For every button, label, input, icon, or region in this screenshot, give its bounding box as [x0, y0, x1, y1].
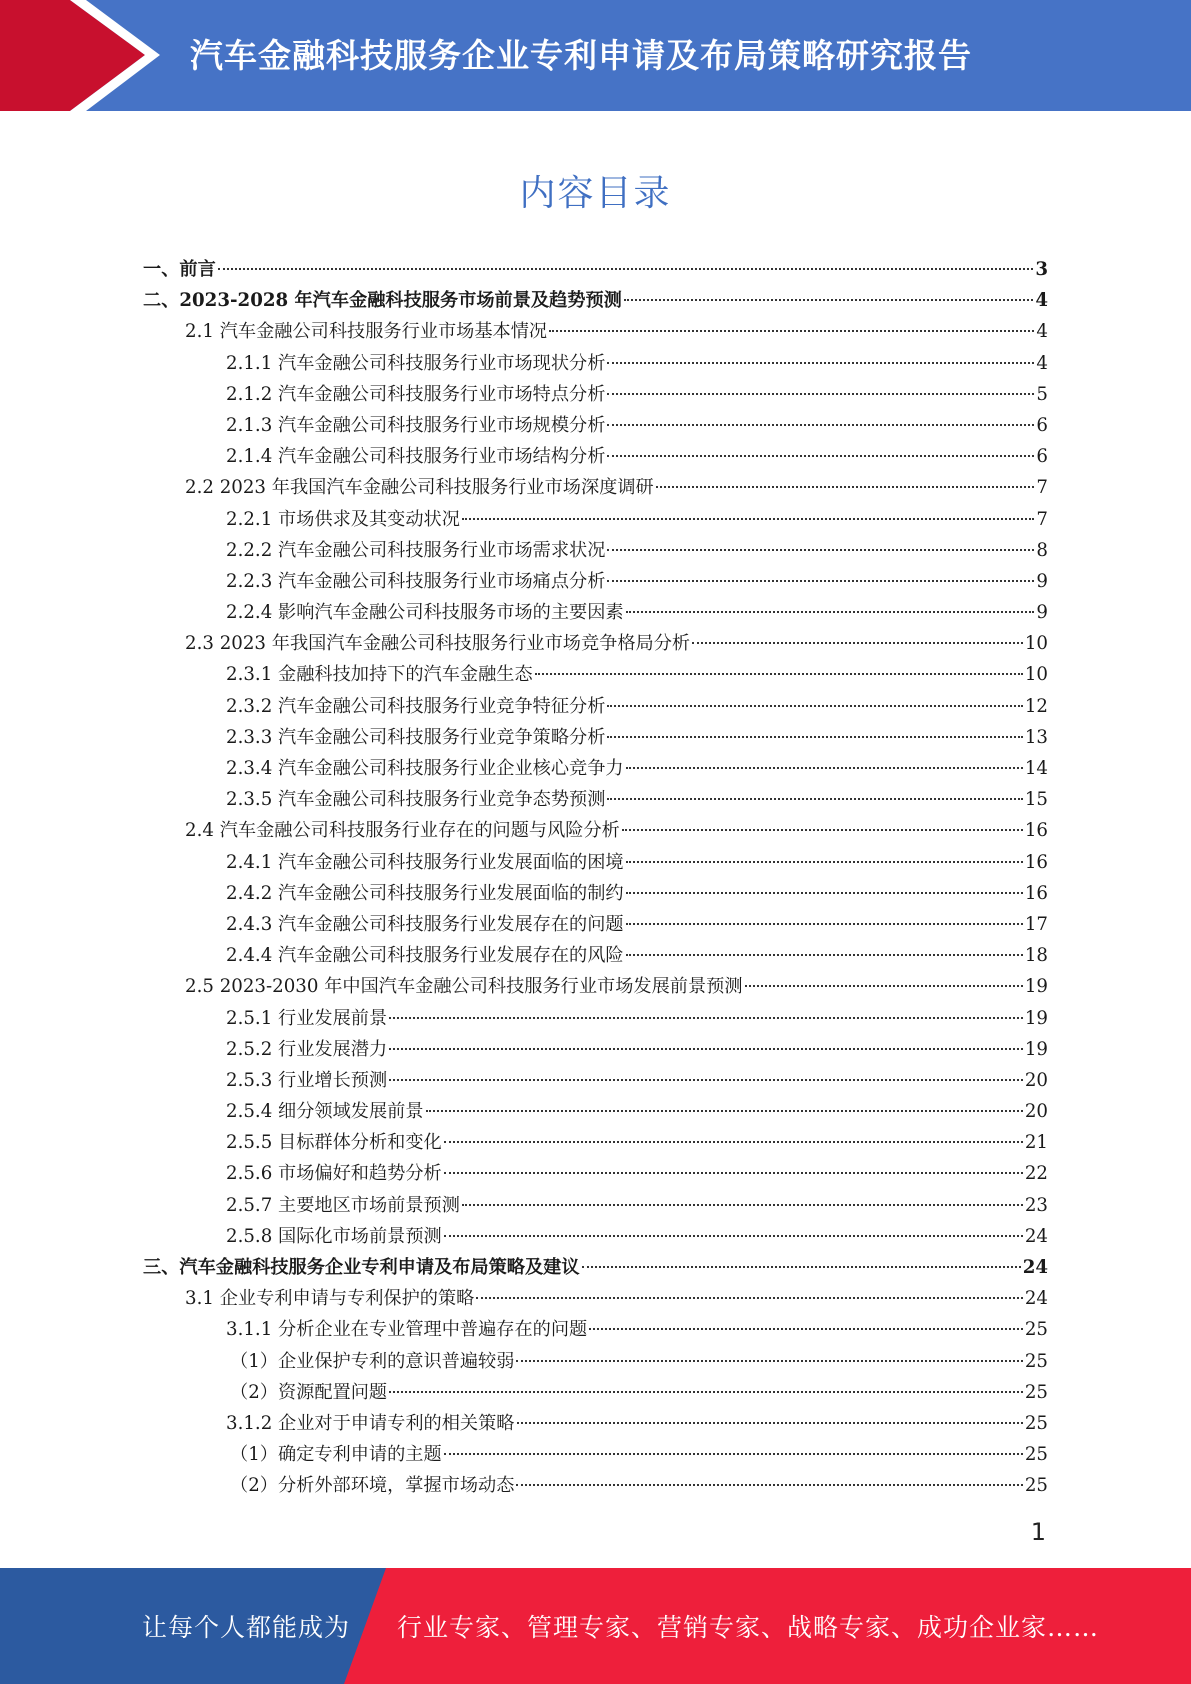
toc-entry[interactable] — [143, 909, 1048, 940]
toc-entry[interactable] — [143, 348, 1048, 379]
toc-entry-page: 20 — [1024, 1101, 1048, 1123]
toc-entry-title: （1）企业保护专利的意识普遍较弱 — [230, 1350, 515, 1372]
toc-entry-page: 23 — [1024, 1194, 1048, 1216]
toc-entry[interactable] — [143, 1127, 1048, 1158]
toc-entry[interactable] — [143, 753, 1048, 784]
toc-entry[interactable] — [143, 847, 1048, 878]
toc-entry-page: 24 — [1024, 1288, 1048, 1310]
footer-slogan-left: 让每个人都能成为 — [142, 1613, 351, 1642]
toc-entry-title: 2.4.1 汽车金融公司科技服务行业发展面临的困境 — [226, 851, 624, 873]
toc-entry-page: 15 — [1024, 789, 1048, 811]
toc-entry[interactable] — [143, 659, 1048, 690]
toc-entry-title: 2.1.4 汽车金融公司科技服务行业市场结构分析 — [226, 446, 606, 468]
toc-entry-title: 2.4.4 汽车金融公司科技服务行业发展存在的风险 — [226, 945, 624, 967]
toc-entry[interactable] — [143, 1408, 1048, 1439]
page-title: 内容目录 — [519, 173, 672, 214]
toc-entry-title: 2.5.5 目标群体分析和变化 — [226, 1132, 442, 1154]
toc-entry-title: 2.3.3 汽车金融公司科技服务行业竞争策略分析 — [226, 726, 606, 748]
toc-entry[interactable] — [143, 254, 1048, 285]
toc-entry[interactable] — [143, 1439, 1048, 1470]
toc-leader-dots — [535, 673, 1023, 675]
toc-leader-dots — [745, 985, 1023, 987]
toc-entry-page: 5 — [1036, 383, 1048, 405]
toc-leader-dots — [607, 455, 1034, 457]
toc-leader-dots — [589, 1328, 1023, 1330]
toc-entry[interactable] — [143, 722, 1048, 753]
toc-entry-page: 13 — [1024, 726, 1048, 748]
toc-entry[interactable] — [143, 1096, 1048, 1127]
toc-leader-dots — [389, 1391, 1023, 1393]
toc-entry-title: 2.5.2 行业发展潜力 — [226, 1038, 388, 1060]
toc-leader-dots — [622, 829, 1023, 831]
toc-entry[interactable] — [143, 1346, 1048, 1377]
header-red-arrow — [0, 0, 145, 111]
toc-leader-dots — [656, 486, 1034, 488]
toc-leader-dots — [218, 268, 1034, 270]
toc-entry[interactable] — [143, 971, 1048, 1002]
toc-entry-title: 2.2 2023 年我国汽车金融公司科技服务行业市场深度调研 — [185, 477, 654, 499]
toc-leader-dots — [517, 1422, 1023, 1424]
toc-entry-page: 10 — [1024, 633, 1048, 655]
toc-entry-title: 3.1.1 分析企业在专业管理中普遍存在的问题 — [226, 1319, 588, 1341]
toc-entry-page: 25 — [1024, 1475, 1048, 1497]
toc-entry-page: 3 — [1035, 259, 1048, 280]
toc-leader-dots — [607, 736, 1022, 738]
toc-entry-title: 2.4.2 汽车金融公司科技服务行业发展面临的制约 — [226, 882, 624, 904]
toc-entry-title: 2.5.3 行业增长预测 — [226, 1069, 388, 1091]
toc-leader-dots — [626, 767, 1023, 769]
toc-entry[interactable] — [143, 1158, 1048, 1189]
toc-entry-title: 2.2.2 汽车金融公司科技服务行业市场需求状况 — [226, 539, 606, 561]
toc-entry-page: 25 — [1024, 1444, 1048, 1466]
toc-entry[interactable] — [143, 1190, 1048, 1221]
toc-entry[interactable] — [143, 566, 1048, 597]
toc-leader-dots — [626, 954, 1023, 956]
toc-entry-page: 4 — [1035, 290, 1048, 312]
toc-entry-title: 2.1.1 汽车金融公司科技服务行业市场现状分析 — [226, 352, 606, 374]
toc-entry-title: 2.1.3 汽车金融公司科技服务行业市场规模分析 — [226, 414, 606, 436]
toc-leader-dots — [444, 1172, 1023, 1174]
toc-entry-page: 19 — [1024, 1038, 1048, 1060]
toc-leader-dots — [426, 1110, 1023, 1112]
toc-entry[interactable] — [143, 504, 1048, 535]
toc-entry[interactable] — [143, 940, 1048, 971]
toc-entry-page: 10 — [1024, 664, 1048, 686]
toc-entry[interactable] — [143, 1377, 1048, 1408]
toc-entry-title: 三、汽车金融科技服务企业专利申请及布局策略及建议 — [143, 1257, 580, 1278]
toc-entry-page: 4 — [1036, 352, 1048, 374]
toc-entry-page: 12 — [1024, 695, 1048, 717]
toc-entry[interactable] — [143, 1003, 1048, 1034]
toc-leader-dots — [462, 518, 1034, 520]
toc-leader-dots — [607, 393, 1034, 395]
toc-entry-page: 18 — [1024, 945, 1048, 967]
toc-leader-dots — [389, 1079, 1023, 1081]
toc-leader-dots — [607, 580, 1034, 582]
toc-entry[interactable] — [143, 1283, 1048, 1314]
header-banner — [0, 0, 1191, 111]
toc-entry[interactable] — [143, 784, 1048, 815]
toc-leader-dots — [516, 1484, 1022, 1486]
toc-entry-page: 7 — [1036, 477, 1048, 499]
toc-leader-dots — [626, 611, 1034, 613]
toc-leader-dots — [549, 330, 1034, 332]
toc-entry-title: 2.3.5 汽车金融公司科技服务行业竞争态势预测 — [226, 789, 606, 811]
toc-entry-title: （2）资源配置问题 — [230, 1381, 388, 1403]
toc-entry-page: 8 — [1036, 539, 1048, 561]
toc-entry-page: 7 — [1036, 508, 1048, 530]
toc-leader-dots — [692, 642, 1023, 644]
toc-entry-title: 2.2.3 汽车金融公司科技服务行业市场痛点分析 — [226, 570, 606, 592]
toc-entry[interactable] — [143, 878, 1048, 909]
toc-leader-dots — [389, 1048, 1023, 1050]
toc-entry-title: （1）确定专利申请的主题 — [230, 1444, 442, 1466]
toc-entry[interactable] — [143, 535, 1048, 566]
toc-entry-title: 2.3.4 汽车金融公司科技服务行业企业核心竞争力 — [226, 758, 624, 779]
toc-leader-dots — [444, 1235, 1023, 1237]
page-number: 1 — [1030, 1518, 1046, 1546]
toc-entry[interactable] — [143, 1221, 1048, 1252]
toc-leader-dots — [626, 892, 1023, 894]
toc-entry-page: 4 — [1036, 321, 1048, 343]
toc-entry-title: 2.5.6 市场偏好和趋势分析 — [226, 1163, 442, 1185]
toc-entry-page: 16 — [1024, 851, 1048, 873]
toc-entry-title: 2.3.2 汽车金融公司科技服务行业竞争特征分析 — [226, 695, 606, 717]
toc-entry-page: 16 — [1024, 820, 1048, 842]
toc-leader-dots — [624, 299, 1033, 301]
toc-entry-title: 2.1 汽车金融公司科技服务行业市场基本情况 — [185, 321, 548, 343]
toc-entry[interactable] — [143, 410, 1048, 441]
toc-entry[interactable] — [143, 285, 1048, 316]
toc-entry[interactable] — [143, 1470, 1048, 1501]
toc-entry-page: 9 — [1036, 602, 1048, 624]
toc-leader-dots — [607, 798, 1022, 800]
footer-slogan-right: 行业专家、管理专家、营销专家、战略专家、成功企业家…… — [397, 1613, 1100, 1642]
toc-entry-title: 3.1.2 企业对于申请专利的相关策略 — [226, 1412, 515, 1434]
toc-entry-title: 2.5.7 主要地区市场前景预测 — [226, 1194, 460, 1216]
toc-entry-title: 3.1 企业专利申请与专利保护的策略 — [185, 1288, 475, 1310]
toc-entry-page: 21 — [1024, 1132, 1048, 1154]
toc-leader-dots — [607, 424, 1034, 426]
toc-entry[interactable] — [143, 1252, 1048, 1283]
toc-leader-dots — [582, 1266, 1021, 1268]
toc-entry[interactable] — [143, 597, 1048, 628]
toc-entry-page: 6 — [1036, 414, 1048, 436]
toc-leader-dots — [444, 1141, 1023, 1143]
toc-entry-title: 2.5.8 国际化市场前景预测 — [226, 1225, 442, 1247]
toc-entry-page: 19 — [1024, 976, 1048, 998]
toc-entry-title: 2.4.3 汽车金融公司科技服务行业发展存在的问题 — [226, 913, 624, 935]
toc-entry[interactable] — [143, 691, 1048, 722]
toc-leader-dots — [516, 1360, 1022, 1362]
toc-entry-title: 2.3 2023 年我国汽车金融公司科技服务行业市场竞争格局分析 — [185, 633, 691, 655]
toc-leader-dots — [626, 861, 1023, 863]
toc-entry-page: 14 — [1024, 758, 1048, 779]
toc-entry-page: 19 — [1024, 1007, 1048, 1029]
toc-entry-title: 2.2.1 市场供求及其变动状况 — [226, 508, 460, 530]
toc-leader-dots — [476, 1297, 1023, 1299]
toc-entry[interactable] — [143, 1065, 1048, 1096]
toc-entry-page: 25 — [1024, 1350, 1048, 1372]
toc-entry[interactable] — [143, 441, 1048, 472]
toc-leader-dots — [607, 705, 1022, 707]
toc-entry-title: 2.2.4 影响汽车金融公司科技服务市场的主要因素 — [226, 602, 624, 624]
footer-banner — [0, 1568, 1191, 1684]
toc-entry-title: 二、2023-2028 年汽车金融科技服务市场前景及趋势预测 — [143, 290, 622, 312]
toc-entry-page: 16 — [1024, 882, 1048, 904]
toc-entry[interactable] — [143, 628, 1048, 659]
toc-entry[interactable] — [143, 1314, 1048, 1345]
toc-leader-dots — [607, 549, 1034, 551]
toc-entry-page: 25 — [1024, 1319, 1048, 1341]
toc-entry-title: （2）分析外部环境，掌握市场动态 — [230, 1475, 515, 1497]
toc-leader-dots — [462, 1204, 1023, 1206]
toc-entry[interactable] — [143, 1034, 1048, 1065]
toc-entry-page: 24 — [1024, 1225, 1048, 1247]
toc-entry-page: 6 — [1036, 446, 1048, 468]
toc-entry[interactable] — [143, 379, 1048, 410]
toc-leader-dots — [389, 1017, 1023, 1019]
toc-entry-title: 一、前言 — [143, 259, 216, 280]
toc-entry-page: 22 — [1024, 1163, 1048, 1185]
toc-leader-dots — [607, 362, 1034, 364]
toc-entry-page: 25 — [1024, 1412, 1048, 1434]
toc-entry-page: 24 — [1022, 1257, 1048, 1278]
toc-entry-page: 20 — [1024, 1069, 1048, 1091]
toc-leader-dots — [444, 1453, 1023, 1455]
toc-entry-title: 2.3.1 金融科技加持下的汽车金融生态 — [226, 664, 533, 686]
toc-entry-title: 2.5 2023-2030 年中国汽车金融公司科技服务行业市场发展前景预测 — [185, 976, 743, 998]
toc-entry-page: 25 — [1024, 1381, 1048, 1403]
toc-entry-title: 2.1.2 汽车金融公司科技服务行业市场特点分析 — [226, 383, 606, 405]
toc-entry[interactable] — [143, 815, 1048, 846]
toc-entry[interactable] — [143, 472, 1048, 503]
toc-entry[interactable] — [143, 316, 1048, 347]
report-title: 汽车金融科技服务企业专利申请及布局策略研究报告 — [190, 36, 972, 75]
toc-entry-title: 2.4 汽车金融公司科技服务行业存在的问题与风险分析 — [185, 820, 620, 842]
table-of-contents — [143, 254, 1048, 1502]
toc-entry-title: 2.5.4 细分领域发展前景 — [226, 1101, 424, 1123]
toc-entry-title: 2.5.1 行业发展前景 — [226, 1007, 388, 1029]
toc-leader-dots — [626, 923, 1023, 925]
toc-entry-page: 17 — [1024, 913, 1048, 935]
toc-entry-page: 9 — [1036, 570, 1048, 592]
